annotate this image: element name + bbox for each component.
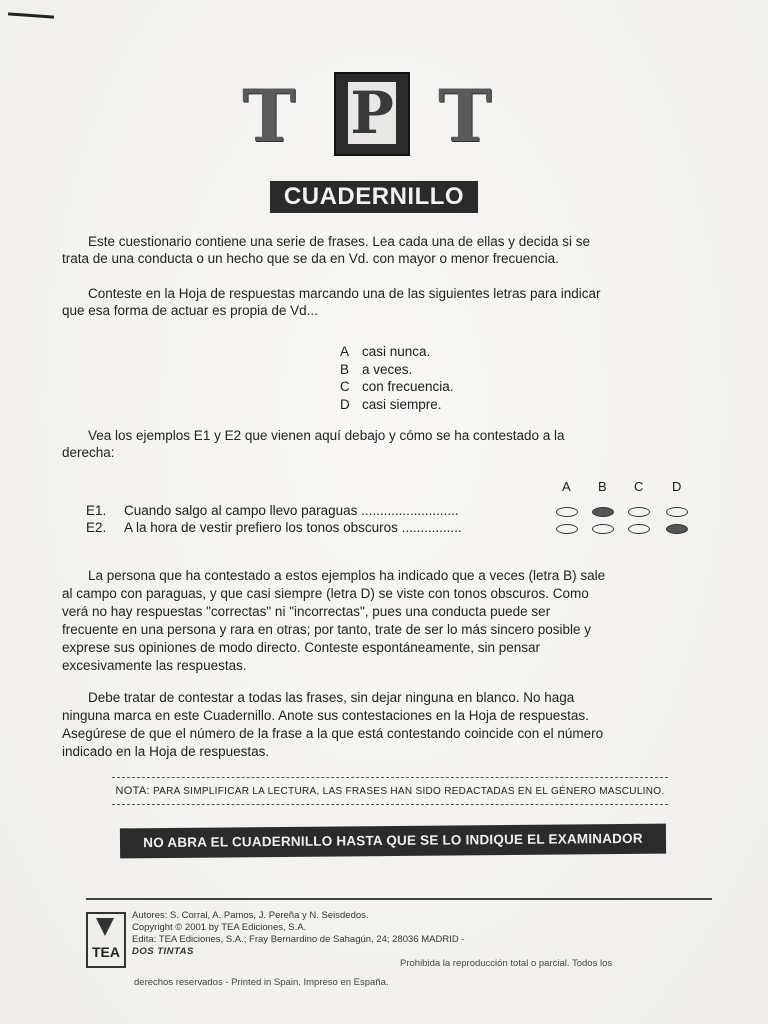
answer-header-b: B [598, 479, 607, 494]
explanation-line: exprese sus opiniones de modo directo. Conteste espontáneamente, sin pensar [62, 640, 541, 655]
publisher-line: Edita: TEA Ediciones, S.A.; Fray Bernardino de Sahagún, 24; 28036 MADRID - [132, 934, 465, 945]
note-box [112, 777, 668, 805]
explanation-line: La persona que ha contestado a estos ejemplos ha indicado que a veces (letra B) sale [88, 568, 606, 583]
intro-paragraph-2 [62, 285, 702, 319]
scan-mark [8, 12, 54, 18]
examples-intro [62, 427, 702, 461]
rights-line-1: Prohibida la reproducción total o parcial. Todos los [400, 958, 613, 969]
examples-intro-line: derecha: [62, 445, 115, 460]
answer-bubble-d [666, 524, 688, 534]
answer-header-a: A [562, 479, 571, 494]
footer-credits [132, 910, 465, 958]
explanation-line: frecuente en una persona y rara en otras; por tanto, trate de ser lo más sincero posible y [62, 622, 592, 637]
option-letter: C [340, 379, 350, 394]
logo-letter-p: P [348, 82, 396, 144]
answer-bubble-d [666, 507, 688, 517]
explanation-line: verá no hay respuestas "correctas" ni "incorrectas", pues una conducta puede ser [62, 604, 551, 619]
answer-bubble-a [556, 507, 578, 517]
example-code: E1. [86, 503, 107, 518]
print-tintas-line: DOS TINTAS [132, 946, 194, 957]
examples-intro-line: Vea los ejemplos E1 y E2 que vienen aquí debajo y cómo se ha contestado a la [88, 428, 565, 443]
example-code: E2. [86, 520, 107, 535]
option-label: a veces. [362, 361, 413, 377]
example-text: Cuando salgo al campo llevo paraguas .......................... [124, 503, 459, 518]
instructions-line: Debe tratar de contestar a todas las frases, sin dejar ninguna en blanco. No haga [88, 690, 575, 705]
intro-line: Este cuestionario contiene una serie de frases. Lea cada una de ellas y decida si se [88, 234, 591, 249]
rights-line-2: derechos reservados - Printed in Spain. Impreso en España. [134, 977, 389, 988]
option-letter: D [340, 396, 350, 412]
answer-options-list [340, 343, 454, 413]
answer-header-c: C [634, 479, 644, 494]
logo-p-box [334, 72, 410, 156]
intro-line: Conteste en la Hoja de respuestas marcando una de las siguientes letras para indicar [88, 286, 601, 301]
instructions-line: indicado en la Hoja de respuestas. [62, 744, 270, 759]
tea-publisher-logo [86, 912, 126, 968]
option-letter: A [340, 344, 350, 359]
logo-letter-t-left: T [242, 73, 296, 158]
option-letter: B [340, 361, 350, 377]
answer-bubble-b [592, 507, 614, 517]
option-label: casi siempre. [362, 396, 442, 412]
example-text: A la hora de vestir prefiero los tonos obscuros ................ [124, 520, 462, 535]
answer-header-d: D [672, 479, 682, 494]
shield-icon [96, 918, 114, 936]
option-b [340, 361, 454, 379]
copyright-line: Copyright © 2001 by TEA Ediciones, S.A. [132, 922, 307, 933]
warning-banner: NO ABRA EL CUADERNILLO HASTA QUE SE LO INDIQUE EL EXAMINADOR [120, 824, 666, 859]
example-row-e2 [86, 519, 706, 537]
authors-line: Autores: S. Corral, A. Pamos, J. Pereña y N. Seisdedos. [132, 910, 369, 921]
instructions-line: Asegúrese de que el número de la frase a la que está contestando coincide con el número [62, 726, 604, 741]
answer-bubble-c [628, 524, 650, 534]
intro-line: trata de una conducta o un hecho que se da en Vd. con mayor o menor frecuencia. [62, 251, 559, 266]
answer-bubble-c [628, 507, 650, 517]
footer-divider [86, 898, 712, 900]
note-text: PARA SIMPLIFICAR LA LECTURA, LAS FRASES HAN SIDO REDACTADAS EN EL GÉNERO MASCULINO. [152, 786, 665, 797]
intro-paragraph-1 [62, 233, 702, 267]
option-c [340, 378, 454, 396]
logo-letter-t-right: T [438, 73, 492, 158]
document-title: CUADERNILLO [270, 181, 478, 213]
instructions-paragraph [62, 689, 702, 761]
instructions-line: ninguna marca en este Cuadernillo. Anote sus contestaciones en la Hoja de respuestas. [62, 708, 589, 723]
explanation-line: al campo con paraguas, y que casi siempre (letra D) se viste con tonos obscuros. Como [62, 586, 589, 601]
explanation-paragraph [62, 567, 702, 675]
explanation-line: excesivamente las respuestas. [62, 658, 247, 673]
answer-bubble-b [592, 524, 614, 534]
example-row-e1 [86, 502, 706, 520]
option-d [340, 396, 454, 414]
option-label: con frecuencia. [362, 379, 454, 394]
option-a [340, 343, 454, 361]
intro-line: que esa forma de actuar es propia de Vd... [62, 303, 318, 318]
publisher-logo-text: TEA [92, 944, 120, 960]
note-label: NOTA: [115, 785, 150, 797]
answer-bubble-a [556, 524, 578, 534]
tpt-logo [240, 72, 510, 156]
option-label: casi nunca. [362, 344, 431, 359]
